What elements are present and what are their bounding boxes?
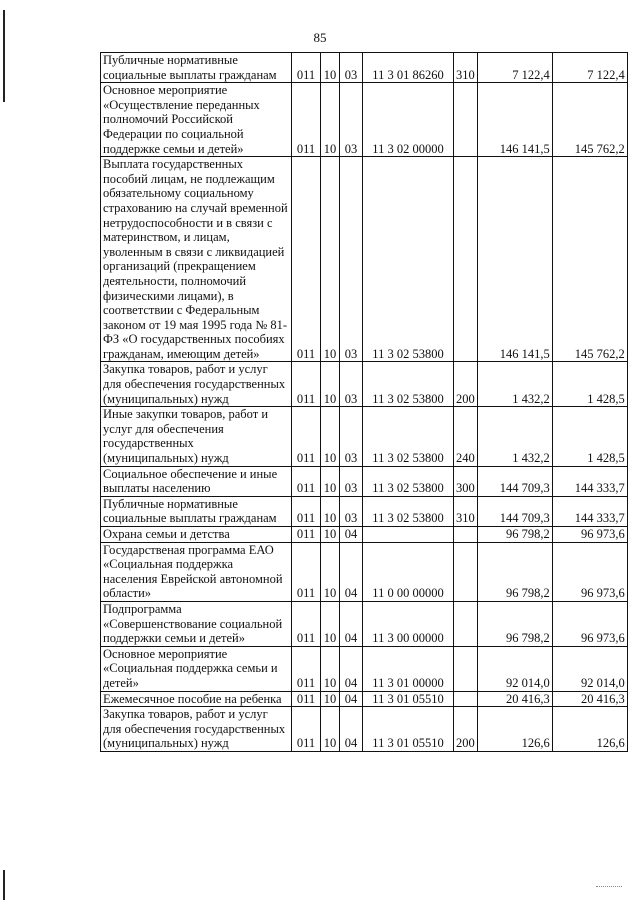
section-code-cell: 10	[321, 83, 340, 157]
row-name-cell: Публичные нормативные социальные выплаты гражданам	[101, 53, 292, 83]
table-row	[101, 53, 628, 83]
subsection-code-cell: 04	[340, 601, 363, 646]
sum-year-2-cell: 1 428,5	[552, 362, 627, 407]
sum-year-1-cell: 96 798,2	[477, 542, 552, 601]
row-name-cell: Охрана семьи и детства	[101, 527, 292, 543]
sum-year-1-cell: 20 416,3	[477, 691, 552, 707]
row-name-cell: Выплата государственных пособий лицам, не подлежащим обязательному социальному страхованию на случай временной нетрудоспособности и в связи с материнством, и лицам, уволенным в связи с ликвидацией организаций (прекращением деятельности, полномочий физическими лицами), в соответствии с Федеральным законом от 19 мая 1995 года № 81-ФЗ «О государственных пособиях гражданам, имеющим детей»	[101, 157, 292, 362]
expense-kind-cell: 310	[454, 53, 478, 83]
sum-year-1-cell: 96 798,2	[477, 527, 552, 543]
target-article-cell: 11 3 01 86260	[363, 53, 454, 83]
table-row	[101, 496, 628, 526]
ministry-code-cell: 011	[292, 466, 321, 496]
section-code-cell: 10	[321, 157, 340, 362]
sum-year-2-cell: 7 122,4	[552, 53, 627, 83]
row-name-cell: Ежемесячное пособие на ребенка	[101, 691, 292, 707]
subsection-code-cell: 04	[340, 707, 363, 752]
expense-kind-cell: 300	[454, 466, 478, 496]
sum-year-2-cell: 96 973,6	[552, 542, 627, 601]
section-code-cell: 10	[321, 53, 340, 83]
expense-kind-cell: 310	[454, 496, 478, 526]
page-number: 85	[313, 30, 327, 45]
target-article-cell: 11 3 02 00000	[363, 83, 454, 157]
sum-year-1-cell: 92 014,0	[477, 646, 552, 691]
expense-kind-cell	[454, 691, 478, 707]
sum-year-2-cell: 145 762,2	[552, 83, 627, 157]
sum-year-2-cell: 126,6	[552, 707, 627, 752]
section-code-cell: 10	[321, 362, 340, 407]
ministry-code-cell: 011	[292, 542, 321, 601]
subsection-code-cell: 04	[340, 542, 363, 601]
section-code-cell: 10	[321, 646, 340, 691]
subsection-code-cell: 03	[340, 157, 363, 362]
row-name-cell: Закупка товаров, работ и услуг для обеспечения государственных (муниципальных) нужд	[101, 707, 292, 752]
sum-year-1-cell: 7 122,4	[477, 53, 552, 83]
sum-year-2-cell: 144 333,7	[552, 496, 627, 526]
sum-year-2-cell: 96 973,6	[552, 601, 627, 646]
section-code-cell: 10	[321, 542, 340, 601]
target-article-cell: 11 0 00 00000	[363, 542, 454, 601]
target-article-cell: 11 3 02 53800	[363, 496, 454, 526]
sum-year-2-cell: 145 762,2	[552, 157, 627, 362]
section-code-cell: 10	[321, 601, 340, 646]
target-article-cell: 11 3 02 53800	[363, 362, 454, 407]
sum-year-1-cell: 146 141,5	[477, 157, 552, 362]
table-row	[101, 691, 628, 707]
table-row	[101, 646, 628, 691]
sum-year-1-cell: 1 432,2	[477, 407, 552, 466]
ministry-code-cell: 011	[292, 362, 321, 407]
subsection-code-cell: 03	[340, 407, 363, 466]
subsection-code-cell: 03	[340, 466, 363, 496]
expense-kind-cell: 240	[454, 407, 478, 466]
ministry-code-cell: 011	[292, 691, 321, 707]
table-row	[101, 601, 628, 646]
sum-year-1-cell: 126,6	[477, 707, 552, 752]
expense-kind-cell	[454, 157, 478, 362]
expense-kind-cell	[454, 83, 478, 157]
expense-kind-cell	[454, 542, 478, 601]
expense-kind-cell	[454, 646, 478, 691]
budget-table	[100, 52, 628, 752]
subsection-code-cell: 04	[340, 691, 363, 707]
section-code-cell: 10	[321, 527, 340, 543]
scan-edge-mark	[3, 870, 5, 900]
table-row	[101, 707, 628, 752]
table-row	[101, 542, 628, 601]
row-name-cell: Социальное обеспечение и иные выплаты населению	[101, 466, 292, 496]
sum-year-1-cell: 144 709,3	[477, 496, 552, 526]
sum-year-2-cell: 20 416,3	[552, 691, 627, 707]
row-name-cell: Основное мероприятие «Социальная поддержка семьи и детей»	[101, 646, 292, 691]
section-code-cell: 10	[321, 496, 340, 526]
sum-year-2-cell: 1 428,5	[552, 407, 627, 466]
subsection-code-cell: 04	[340, 646, 363, 691]
table-row	[101, 83, 628, 157]
subsection-code-cell: 03	[340, 53, 363, 83]
table-row	[101, 466, 628, 496]
subsection-code-cell: 03	[340, 362, 363, 407]
expense-kind-cell: 200	[454, 362, 478, 407]
ministry-code-cell: 011	[292, 496, 321, 526]
table-row	[101, 157, 628, 362]
subsection-code-cell: 04	[340, 527, 363, 543]
row-name-cell: Государственая программа ЕАО «Социальная поддержка населения Еврейской автономной области»	[101, 542, 292, 601]
expense-kind-cell: 200	[454, 707, 478, 752]
scan-corner-mark	[596, 886, 622, 887]
ministry-code-cell: 011	[292, 407, 321, 466]
sum-year-2-cell: 92 014,0	[552, 646, 627, 691]
ministry-code-cell: 011	[292, 83, 321, 157]
table-row	[101, 362, 628, 407]
row-name-cell: Публичные нормативные социальные выплаты гражданам	[101, 496, 292, 526]
sum-year-1-cell: 144 709,3	[477, 466, 552, 496]
target-article-cell: 11 3 00 00000	[363, 601, 454, 646]
table-row	[101, 527, 628, 543]
ministry-code-cell: 011	[292, 157, 321, 362]
row-name-cell: Закупка товаров, работ и услуг для обеспечения государственных (муниципальных) нужд	[101, 362, 292, 407]
subsection-code-cell: 03	[340, 496, 363, 526]
target-article-cell: 11 3 01 00000	[363, 646, 454, 691]
section-code-cell: 10	[321, 707, 340, 752]
ministry-code-cell: 011	[292, 646, 321, 691]
section-code-cell: 10	[321, 407, 340, 466]
target-article-cell: 11 3 02 53800	[363, 157, 454, 362]
expense-kind-cell	[454, 527, 478, 543]
section-code-cell: 10	[321, 691, 340, 707]
sum-year-1-cell: 1 432,2	[477, 362, 552, 407]
table-row	[101, 407, 628, 466]
ministry-code-cell: 011	[292, 53, 321, 83]
sum-year-1-cell: 96 798,2	[477, 601, 552, 646]
scan-edge-mark	[3, 10, 5, 102]
sum-year-2-cell: 96 973,6	[552, 527, 627, 543]
target-article-cell: 11 3 02 53800	[363, 407, 454, 466]
expense-kind-cell	[454, 601, 478, 646]
target-article-cell	[363, 527, 454, 543]
ministry-code-cell: 011	[292, 601, 321, 646]
ministry-code-cell: 011	[292, 527, 321, 543]
sum-year-1-cell: 146 141,5	[477, 83, 552, 157]
target-article-cell: 11 3 01 05510	[363, 691, 454, 707]
subsection-code-cell: 03	[340, 83, 363, 157]
row-name-cell: Основное мероприятие «Осуществление переданных полномочий Российской Федерации по социальной поддержке семьи и детей»	[101, 83, 292, 157]
target-article-cell: 11 3 01 05510	[363, 707, 454, 752]
row-name-cell: Иные закупки товаров, работ и услуг для обеспечения государственных (муниципальных) нужд	[101, 407, 292, 466]
row-name-cell: Подпрограмма «Совершенствование социальной поддержки семьи и детей»	[101, 601, 292, 646]
target-article-cell: 11 3 02 53800	[363, 466, 454, 496]
ministry-code-cell: 011	[292, 707, 321, 752]
sum-year-2-cell: 144 333,7	[552, 466, 627, 496]
section-code-cell: 10	[321, 466, 340, 496]
